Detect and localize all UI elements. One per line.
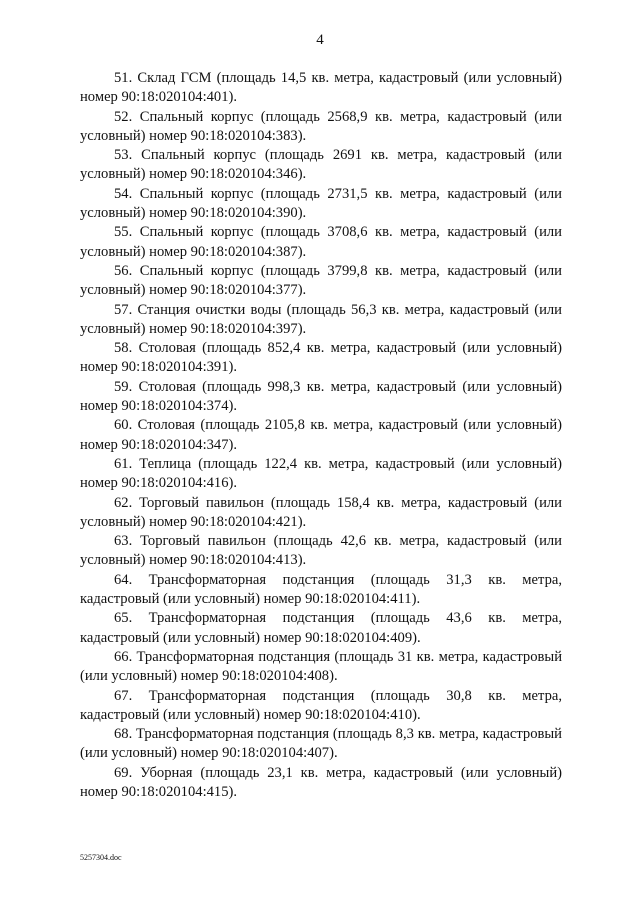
list-item: 67. Трансформаторная подстанция (площадь 30,8 кв. метра, кадастровый (или условный) номер 90:18:020104:410). xyxy=(80,687,562,723)
page-number: 4 xyxy=(316,32,324,48)
list-item: 69. Уборная (площадь 23,1 кв. метра, кадастровый (или условный) номер 90:18:020104:415). xyxy=(80,764,562,800)
list-item: 63. Торговый павильон (площадь 42,6 кв. метра, кадастровый (или условный) номер 90:18:020104:413). xyxy=(80,533,562,569)
list-item: 59. Столовая (площадь 998,3 кв. метра, кадастровый (или условный) номер 90:18:020104:374). xyxy=(80,378,562,415)
list-item: 58. Столовая (площадь 852,4 кв. метра, кадастровый (или условный) номер 90:18:020104:391). xyxy=(80,340,562,376)
list-item: 68. Трансформаторная подстанция (площадь 8,3 кв. метра, кадастровый (или условный) номер 90:18:020104:407). xyxy=(80,726,562,762)
list-item: 53. Спальный корпус (площадь 2691 кв. метра, кадастровый (или условный) номер 90:18:020104:346). xyxy=(80,147,562,183)
list-item: 56. Спальный корпус (площадь 3799,8 кв. метра, кадастровый (или условный) номер 90:18:020104:377). xyxy=(80,262,562,299)
list-item: 64. Трансформаторная подстанция (площадь 31,3 кв. метра, кадастровый (или условный) номер 90:18:020104:411). xyxy=(80,571,562,608)
list-item: 60. Столовая (площадь 2105,8 кв. метра, кадастровый (или условный) номер 90:18:020104:347). xyxy=(80,417,562,453)
list-item: 52. Спальный корпус (площадь 2568,9 кв. метра, кадастровый (или условный) номер 90:18:020104:383). xyxy=(80,108,562,144)
list-item: 55. Спальный корпус (площадь 3708,6 кв. метра, кадастровый (или условный) номер 90:18:020104:387). xyxy=(80,224,562,260)
list-item: 61. Теплица (площадь 122,4 кв. метра, кадастровый (или условный) номер 90:18:020104:416). xyxy=(80,455,562,492)
list-item: 54. Спальный корпус (площадь 2731,5 кв. метра, кадастровый (или условный) номер 90:18:020104:390). xyxy=(80,185,562,222)
list-item: 57. Станция очистки воды (площадь 56,3 кв. метра, кадастровый (или условный) номер 90:18:020104:397). xyxy=(80,301,562,337)
list-item: 62. Торговый павильон (площадь 158,4 кв. метра, кадастровый (или условный) номер 90:18:020104:421). xyxy=(80,494,562,530)
document-body xyxy=(80,69,562,802)
list-item: 65. Трансформаторная подстанция (площадь 43,6 кв. метра, кадастровый (или условный) номер 90:18:020104:409). xyxy=(80,610,562,646)
document-filename: 5257304.doc xyxy=(80,853,122,862)
list-item: 66. Трансформаторная подстанция (площадь 31 кв. метра, кадастровый (или условный) номер 90:18:020104:408). xyxy=(80,648,562,685)
list-item: 51. Склад ГСМ (площадь 14,5 кв. метра, кадастровый (или условный) номер 90:18:020104:401). xyxy=(80,70,562,106)
